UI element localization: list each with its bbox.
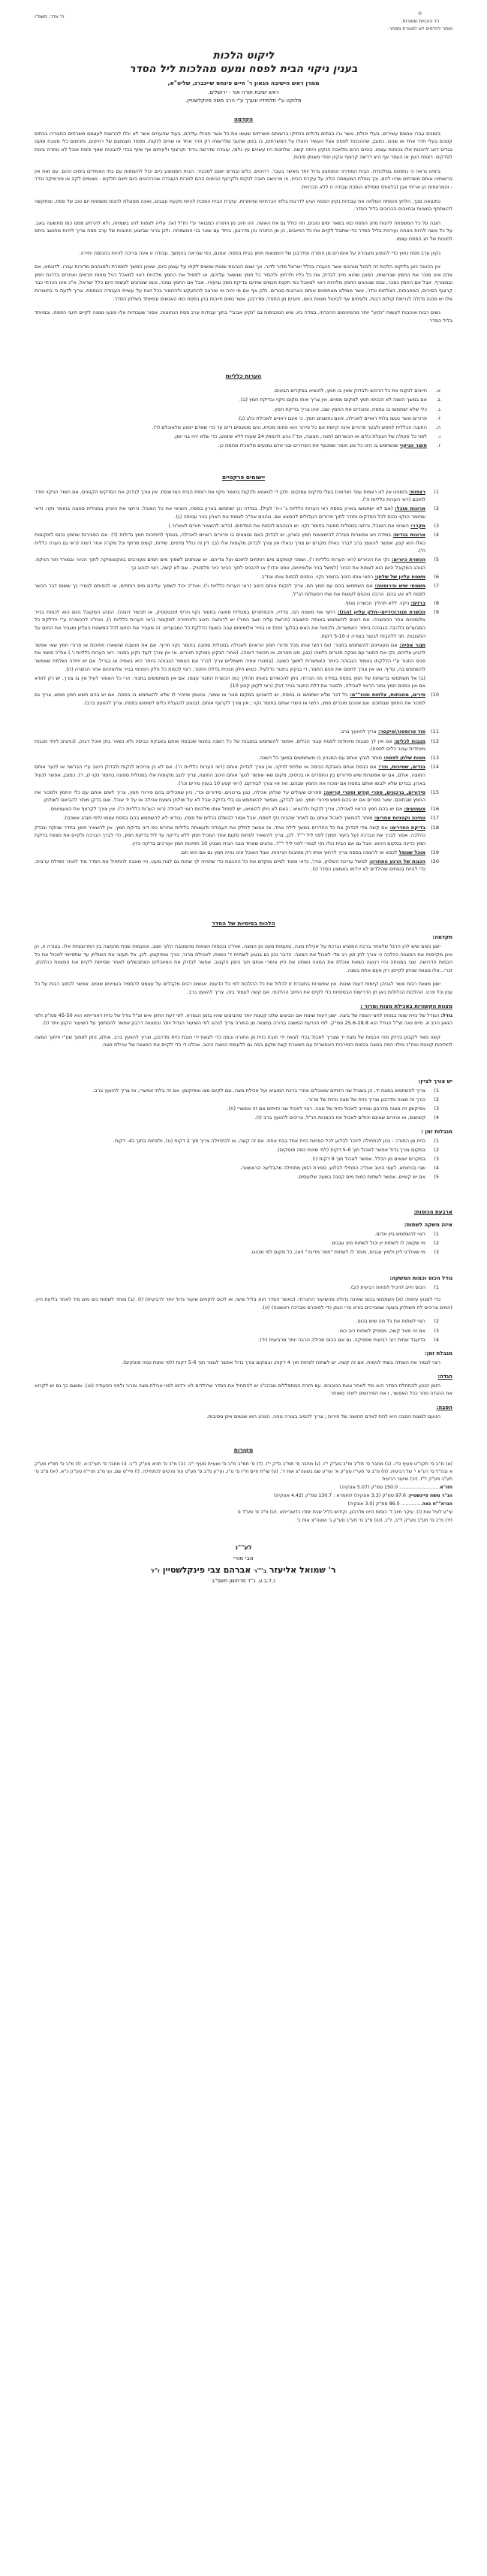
measure-value: 97.6 סמ"ק (3.3 אונקיה) לחומרא : 130.7 סמ"ק (4.42 אונקיה) — [274, 1492, 406, 1498]
list-marker: 11) — [431, 728, 439, 735]
list-marker: 8) — [434, 599, 439, 606]
list-marker: ד. — [436, 415, 440, 421]
list-marker: 10) — [431, 692, 439, 698]
dedication-name-father: אברהם צבי פינקלשטיין — [162, 1565, 251, 1576]
list-text: מותר לגהץ אותם עם המגהץ בו משתמשים במשך כל השנה. — [258, 755, 383, 762]
hasava-paragraph: הטעם למצות הסבה היא לתת לאדם תחושה של חירות ; צריך להסיב בצורה נוחה. הנוהג הוא שנשים אינן מסיבות. — [206, 1413, 440, 1419]
sources-line: (יד) מ"ב ס' תע"ב סע"ק ל"ב, ל"ג. (טו) מ"ב ס' תע"ב סע"ק ג' ושעה"צ אות ב'. — [295, 1518, 452, 1524]
list-text: כורך זה מצוה מדרבנן וצריך כזית של מצה וכזית של מרור. — [306, 1096, 425, 1103]
list-item — [35, 415, 440, 423]
list-item — [35, 763, 437, 787]
dedication-name-suffix: ז"ל — [151, 1567, 160, 1575]
cup-size-list — [35, 1283, 452, 1292]
list-marker: 5) — [434, 557, 439, 563]
list-item — [35, 789, 437, 804]
seder-intro-paragraph: ישנן מצוות רבות אשר לגביהן קיימות דעות שונות. אין אפשרות בחוברת זו לכלול את כל ההלכות לפי כל הדעות. אנשים רבים מקבלים על עצמם להחמיר בעניינים שונים. אפשר לכתוב רבות על כל ענין וכל פרט. ההלכות הכלולות כאן תן הדרישות הבסיסיות כדי לקיים את החיוב ההלכתי. אם קשה לעמוד בזה, צריך להוועץ ברב. — [35, 981, 452, 996]
intro-paragraph: נשים רבות אוהבות לעשות "נקיון" יותר מהמינימום ההכרחי, במדה כזו, שיש המכניסות גם "נקיון אביבי" בתוך עבודות ערב פסח הנחוצות. אסור שעבודות אלו ימנעו ממנה לקיים חיובי הפסח, ובמיוחד בליל הסדר. — [35, 309, 452, 324]
list-text: רצוי לשתות את כל מה שיש בכוס. — [356, 1318, 425, 1325]
list-text: צריך להוועץ ברב. — [339, 728, 377, 735]
list-term: בגדים, שמיכות, וכו': — [378, 764, 426, 771]
editor-line: מלוקט ע"י תלמידיו ונערך ע"י הרב משה פינקלשטיין. — [185, 97, 302, 104]
list-text: ספרים שעולים על שולחן אכילה, כגון ברכונים, סידורים וכד', כיון שמכילים בהם פירורי חמץ, צריך לשים אותם עם כלי החמץ ולמכור את החמץ שבתוכם. שאר ספרים אם יש בהם חשש פירורי חמץ, טוב לבדקן, ואפשר להשתמש גם בלי בדיקה אבל לא על שולחן בשעת אכילה או על יד אוכל, ואם בדקן מותר להביאם לשולחן. — [35, 789, 425, 804]
dedication-block — [35, 1544, 452, 1584]
measure-label: חזו"א — [440, 1484, 452, 1490]
dedication-date: נ.ל.ב.ע. כ"ד מרחשון תשס"ב — [212, 1578, 275, 1585]
dedication-name-first: ר' שמואל אליעזר — [269, 1565, 336, 1576]
list-marker: ג. — [437, 406, 440, 412]
list-marker: 3) — [434, 1156, 439, 1163]
list-term: מגבות לכלים: — [394, 738, 425, 744]
list-marker: 18) — [431, 824, 439, 831]
list-text: אם קשה מדי לבדוק את כל החדרים במשך לילה אחד, אז אפשר לחלק את העבודה ולעשותה בלילות אחרים כפי דיני בדיקת חמץ. אין להשאיר חמץ בחדר שנוקה ונבדק כהלכה. אסור לברך את הברכה (על ביעור חמץ) לפני ליל י""ד. לכן, צריך להשאיר לפחות מקום אחד המכיל חמץ ללא בדיקה עד ליל בדיקת חמץ, כדי לברך הברכה ולקיים את מצוות בדיקת חמץ כדינה במקום ההוא. אבל גם אם הבית כולו נקי לגמרי לפני ליל י""ד, נוהגים שאחד מבני הבית מצניע 10 חתיכות חמץ ועורכים בדיקה כדין. — [35, 824, 425, 846]
list-item — [35, 1239, 437, 1247]
drink-list — [35, 1230, 452, 1256]
list-term: חומר הניקוי — [399, 442, 427, 448]
list-item — [35, 599, 437, 608]
list-term: אוכל שנופל — [398, 849, 425, 855]
section-spacer — [35, 330, 452, 360]
list-marker: 2) — [434, 1239, 439, 1246]
seder-intro-paragraph: ישנן נשים שיש להן הרגל שלאחר ברכת המוציא וברכת על אכילת מצה, טועמות מעט מן המצה, ואח"כ נכנסות ויוצאות מהמטבח הלוך ושוב, וטועמות שנית מהמצה בין התרוצציות אלו. בצורה זו, הן אינן מקיימות את המצווה כהלכה כי אורך לחן זמן רב מדי לאכול את המצה. הדבר נכון גם בנוגע לשתיית ד' כוסות, לאכילת מרור, כורך ואפיקומן. לכן, אל תעזבי את השולחן עד שתסיימי לאכול את כל הכמות הדרושה. שבי במנוחה והיי רגועה כשאת אוכלת את המצה ושותה את היין וגימרי אותם תוך הזמן הקצוב. אפשר לבדוק את המאכלים המתבשלים לאחר שסיימת לקיים את המצוות כהלכתן. זכרי...אלו מצוות שניתן לקיימן רק פעם אחת בשנה. — [35, 943, 452, 973]
intro-paragraph: כתוצאה מכך, הלחץ והמתח המלווה את עבודות נקיון הפסח הגיע לדרגות בלתי הכרחיות ומיותרות. עקרת הבית הופכת להיות פקעת עצבים, ואינה מסוגלת להנות משמחת יום טוב של פסח, ומתקשה להשתתף במצוות ובחיובים הכרוכים בליל הסדר. — [35, 198, 452, 213]
copyright-icon: © — [417, 11, 422, 17]
list-text: ניקוי. ללא תהליך הכשרה נוסף. — [344, 599, 410, 606]
list-text: בזמנינו אין לנו רצפות עפר (אדמה) בעלי סדקים עמוקים. ולכן די לטאטא ולנקות בחומר ניקוי את רצפת הבית המרוצפת. אין צורך לבדוק את הסדקים הקטנים, אם חומר הניקוי חודר לתוכם (ראי הערות כלליות ה'). — [35, 488, 425, 503]
list-marker: 6) — [434, 573, 439, 580]
list-text: אם זה מאד קשה, מספיק לשתות רוב כוס. — [338, 1327, 425, 1334]
list-term: ארונות אוכל: — [395, 505, 425, 512]
list-text: רחצי אותו היטב בחומר נקוי. נותנים לכסות אותו אח"כ. — [260, 573, 374, 580]
list-item — [35, 754, 437, 762]
list-item — [35, 1096, 437, 1104]
list-text: במקום צורך גדול אפשר לאכול תוך 5-6 דקות (לפי שיטת כמה פוסקים). — [276, 1146, 425, 1153]
list-text: שנשתמש בו הינו כל סוג חומר שמטנף את הפרורים ובני אדם נמנעים מלאכלו מחמת כן. — [218, 442, 400, 448]
list-item — [35, 556, 437, 572]
list-marker: 19) — [431, 849, 439, 855]
list-item — [35, 641, 437, 673]
list-text: אם השתמשו בהם עם חמץ חם, צריך לנקות אותם היטב (ראי הערות כלליות ו'), ואח"כ יכול לשפוך עליהם מים רותחים, או לכסותם לגמרי כך ששום דבר הכשר לפסח לא יגע בהם. הרבה נוהגים לעשות את שתי הפעולות הנ"ל. — [35, 583, 425, 597]
list-term: מקרר: — [410, 522, 425, 529]
rights-line-1: כל הזכויות שמורות. — [401, 19, 440, 25]
dedication-relation: אבי מורי — [233, 1555, 254, 1562]
list-item — [35, 738, 437, 753]
list-item — [35, 1155, 437, 1163]
heading-seder-laws: הלכות בסיסיות של הסדר — [212, 920, 275, 928]
measure-value: 86.0 סמ"ק (3.0 אונקיה) — [347, 1501, 400, 1507]
list-marker: ב. — [436, 397, 440, 403]
list-text: לפני כל פעולה של הגעלת כלים או הכשרתם (תנור, חצובה, וכד') נהוג להמתין 24 שעות ללא שימוש, כדי שלא יהיו בני יומן. — [173, 433, 427, 439]
list-term: בדיקת החדרים: — [389, 824, 425, 831]
size-label: גודל: — [440, 1012, 453, 1018]
measure-dots: ........................... — [399, 1484, 440, 1490]
list-item — [35, 1164, 437, 1172]
measure-dots: .............. — [401, 1501, 422, 1507]
measure-row — [35, 1501, 452, 1508]
list-text: שבי בניחותא, לעסי היטב ואח"כ התחילי לבלוע. ספירת הזמן מתחילה מהבליעה הראשונה. — [239, 1165, 425, 1172]
list-text: בדיעבד שתית רוב רביעית מספיקה, גם אם הכוס מכילה הרבה יותר מרביעית (יד). — [258, 1336, 425, 1343]
list-item — [35, 1105, 437, 1113]
cup-size-paragraph: כדי למנוע עיפות: (א) השתמשי בכוס שאינה גדולה מהשיעור החכרחי. (כאשר הסדר הוא בליל שישי, או לכוס לוקחים שיעור גדול יותר לרביעית) (ז). (ב) מותר לשתות כוס מים מיד לאחר בליעת היין. (המים צריכים לח חשולחן בשעה שמברכים בורא פרי הגפן כדי לפוטרם מברכה ראשונה) (יג). — [35, 1296, 452, 1311]
list-item — [35, 1248, 437, 1256]
heading-four-cups: ארבעת הכוסות: — [413, 1208, 452, 1215]
list-text: במקרים יוצאים מן הכלל, אפשר לאכול תוך 9 דקות (י). — [311, 1156, 425, 1163]
section-spacer — [35, 454, 452, 462]
list-marker: 4) — [434, 1115, 439, 1121]
list-marker: 3) — [434, 1106, 439, 1112]
section-spacer — [35, 1186, 452, 1202]
title-block — [35, 50, 452, 104]
list-item — [35, 531, 437, 555]
list-term: סידורים, ברכונים, ספרי קודש וספרי קריאה: — [323, 789, 425, 795]
list-marker: 5) — [434, 1174, 439, 1181]
measure-row — [35, 1492, 452, 1500]
document-topbar — [35, 11, 452, 33]
sources-block — [35, 1461, 452, 1525]
measure-row — [35, 1484, 452, 1492]
list-item — [35, 674, 437, 690]
list-marker: ז. — [437, 442, 440, 448]
heading-general-notes: הערות כלליות — [225, 373, 262, 380]
list-marker: (ב) — [419, 674, 425, 681]
heading-practical: יישומים פרקטיים — [221, 473, 265, 481]
heading-haggada: הגדה: — [437, 1373, 452, 1380]
list-item — [35, 1137, 437, 1145]
size-paragraph — [35, 1012, 452, 1027]
list-marker: 15) — [431, 789, 439, 795]
list-text: החובה הכללית לחפש ולבער פרורים אינה קיימת אם כל פירור הוא פחות מכזית, והם מטונפים דיים עד כדי שאדם יימנע מלאוכלם (ד). — [152, 424, 427, 430]
heading-hasava: הסבה: — [436, 1404, 452, 1410]
list-item — [35, 608, 437, 640]
list-marker: 7) — [434, 583, 439, 590]
list-item — [35, 522, 437, 530]
list-term: סירים, מחבתות, צלחות וסכו""ם: — [350, 692, 425, 698]
dedication-name — [35, 1565, 452, 1575]
heading-notes-to-mention: יש צורך לציין: — [418, 1078, 452, 1085]
list-item — [35, 805, 437, 813]
list-text: רחצי את משטח הגז, צדדיו, והכפתורים במטלית ספוגה בחומר נקוי חריף (פנטסטיק, או תכשיר דומה). הנוהג המקובל היום הוא לכסות בנייר אלומיניום אחר החכשרה. אם רוצים להשתמש באותה החצובה (הרשת עליה יושב הסיר) יש לרוחצה היטב ולהחזירה למקומה (ראי הערות כלליות ו'), ואח"כ להכשירה ע"י הדלקת כל המבערים בלהבה הגבוהה ביותר האפשרית, ולכסות את האש בבלעך (פח) או בנייר אלומיניום עבה בשעת הדלקת כל המבערים. זה מעביר את החום לכל המשטח העליון ומגביר את החום על החצובות. תני ללהבות לבעור בצורה זו 5-10 דקות. — [35, 608, 425, 639]
list-term: ארונות בגדים: — [392, 532, 426, 538]
list-marker: 1) — [434, 1283, 439, 1290]
list-text: אם מעוניינים להשתמש בתנור: (א) רחצי אותו מכל פרורי חמץ הראוים לאכילה במטלית ספוגה בחומר נקוי חריף. אם את חושבת שנשארו חתיכות או פרורי חמץ שאי אפשר להגיע אליהם, נקי את התנור עם מנקה תנורים כלשהו (כגון, סנו תנורים, או תכשיר דומה). (אחרי הנקיון במנקה תנורים, אז אין צורך לעוד נקיון בתנור. ראי הערות כלליות ו'.) אח"כ חממי את פנים התנור ע"י הדלקתו בטמפ' הגבוהה ביותר האפשרית למשך כשעה. [בתנורי אפיה חשמליים צריך לברר אם הטמפ' הגבוהה ביותר היא באפיה או בגריל. אם יש יחידה נשלפת שאפשר להשתמש בה, עדיף. ואו אין צורך לחמם את פנים התנור, די בנקיון בתנור כדלעיל. כשיש חלון זכוכית בדלת התנור, רצוי לכסות כל חלק הפנימי בנייר אלומיניום אחר הכשרה (ה). — [35, 641, 425, 672]
list-text: פרורים אשר נעשו בלתי ראויים לאכילה, אינם נחשבים חמץ, כי אינם ראויים לאכילת כלב (ג). — [237, 415, 427, 421]
list-item — [35, 396, 440, 404]
list-item — [35, 1087, 437, 1095]
seder-intro-label: תקדמה: — [432, 934, 452, 941]
list-marker: 1) — [434, 1230, 439, 1237]
list-item — [35, 728, 437, 736]
intro-paragraph: בזמנים עברו אנשים עשירים, בעלי יכולת, אשר גרו בבתים גדולים החזיקו ברשותם משרתים שעשו את כל אשר חטילו עליהם, בעוד שהעניים אשר לא יכלו להרשות לעצמם משרתים התגוררו בבתים קטנים בעלי חדר אחד או שנים. כמובן, שההכנות לפסח אצל העשיר הוטלו על המשרתים, בו בזמן שהעני שלרשותו רק חדר אחד או שניים לנקות, מספר מצומצם של רהיטים, מינימום כלי מטבח ומעט בגדים דאג להכנות אלו בכוחות עצמו. בימים ההם מלאכת הנקיון היתה קשה. שלחנות היו עשויים עץ גלמי, עובדה שדרשה גירוד וקרצוף ולעיתים אף שיוף בכדי להבטיח שאף פיסת אוכל לא נותרה בינות לסדקים. רצפת העץ או העפר אף היא דרשה קרצוף ונקיון יסודי מאותן סיבות. — [35, 130, 452, 161]
list-item — [35, 406, 440, 414]
heading-time-limits: מגבלות זמן : — [421, 1128, 452, 1135]
list-text: אם יש בהם חמץ הראוי לאכילה, צריך לנקות ולהוציא ; באם לא ניתן להוציאו, יש לפסול אותו מלהיות ראוי לאכילה (ראי הערות כלליות ה'). אין צורך לקרצף את הצעצועים. — [49, 806, 403, 813]
list-term: פוד פרוססור\מיקסר: — [377, 728, 425, 735]
heading-matza-maror: מצוות הקשורות באכילת מצות ומרור : — [360, 1003, 452, 1009]
list-item — [35, 433, 440, 441]
list-text: לכסא או לרצפה בפסח צריך לרחוץ אותו רק מסיבות הגייניות. אבל האוכל אינו נהיה חמץ גם אם הוא חם. — [180, 849, 398, 855]
measure-label: הגרא""ח נאה — [422, 1501, 452, 1507]
list-item — [35, 691, 437, 707]
section-spacer — [35, 1427, 452, 1434]
list-text: מי שאלרגי ליין ולמיץ ענבים, מותר לו לשתות "חמר מדינה" (יא), כל מקום לפי מנהגו. — [250, 1249, 425, 1256]
list-marker: 17) — [431, 815, 439, 822]
list-item — [35, 505, 437, 520]
list-text: במידה ויש אפשרות סבירה להימצאות חמץ בארון, יש לבדוק באם נמצאים בו פרורים ראויים לאכילה, בנוסף לחתיכות חמץ גדולות (ד). אם הסבירות שחמץ נכנס למקומות כאלו הוא קטן, אפשר להוועץ ברב לברר באילו מקרים יש צורך ובאלו אין צורך לבדוק מקומות אלו (ב). דין זה כולל מדפים, שידות, קומת מרתף וכל מקרה אחר דומה (ראי גם הערה כללית ח'). — [35, 532, 425, 554]
list-text: אל תשתמשי ברשתות של חמץ בפסח במידה וזה הכרחי, ניתן להכשירם באותו תהליך כמו הכשרת התנור עצמו. אם אין משתמשים בתנור: הרי כל האמור לעיל אין בו צורך, יש רק לוודא אם אין בפנים חמץ גמור הראוי לאכילה, ולסגור את דלת התנור בנייר דבק (ראי לקמן קטע 10). — [35, 674, 425, 689]
measure-value: 150.0 סמ"ק (5.07 אונקיה) — [339, 1484, 398, 1490]
list-item — [35, 1230, 437, 1238]
practical-list-continued — [35, 728, 452, 873]
heading-cup-size: גודל הכוס וכמות המשקה: — [389, 1274, 452, 1281]
intro-paragraph: בימינו נראה כי נתפסנו במלכודת. הבית המודרני הממוצע גדול יותר מאשר בעבר. רהיטים, כלים ובגדים ישנם למכביר. הבית הממוצע כיום יכול להשתוות עם בתי האמידים בימים ההם. עם זאת אין ברשותינו אותם משרתים שהיו להם, וכך נופלת המעמסה כולה על עקרת הבית, וזו מרגישה חובה לנקות ולקרצף כבימים ההם למרות העובדה שהרהיטים כיום חינם חלקים - מצופים לקה או פורמיקה וכדו' - והמרצפות הן אריחי אבן (בלטות) וממילא הופכת עבודה זו ללא הכרחית. — [35, 167, 452, 191]
list-marker: 2) — [434, 1318, 439, 1325]
list-marker: 4) — [434, 1336, 439, 1343]
notes-list — [35, 1087, 452, 1122]
list-item — [35, 1317, 437, 1326]
section-spacer — [35, 1261, 452, 1268]
list-item — [35, 387, 440, 395]
list-marker: 13) — [431, 755, 439, 762]
size-text: הגודל של כזית שווה בנפחו לחצי הנפח של ביצה. ישנן דעות שונות אם הביצים שלנו קטנות יותר מהביצים שהיו בזמן הגמרא. לפי דעת החזון איש זצ"ל גודל של כזית דאורייתא הוא 45-50 סמ"ק ולפי הגאון הרב א. חיים נאה זצ"ל הגודל הוא 25.6-28.8 סמ"ק. לפי הכרעת המשנה ברורה במצווה מן התורה צריך לנהוג לפי השיעור הגדול יותר ובמצווה דרבנן אפשר להסתמך על השיעור הקטן יותר (ז). — [35, 1012, 452, 1027]
haggada-paragraph: הזמן הנכון להתחלת הסדר הוא מיד לאחר צאת הכוכבים. עם חזרת המתפללים מבהכ"נ יש להתחיל את הסדר שהילדים לא ירדמו לפני אכילת מצה ומרור ולפני הסעודה (טו). ומשום כך גם יש לקרוא את ההגדה מהר ככל האפשר, ו את הפירושים ליותר מאוחר. — [35, 1382, 452, 1397]
list-marker: 1) — [434, 1087, 439, 1094]
list-marker: 3) — [434, 522, 439, 529]
intro-paragraph: אין הכוונה כאן בליקוט הלכות זה לבטל מנהגים אשר הועברו בכלל ישראל מדור לדור. אך ישנם הנהגות שונות שנשים לקחו על עצמן כיום, שאינן המשך למסורת ולמנהגים מדורות עברו. לדוגמא, אם אדם אינו מוכר את החמץ שברשותו, כמובן שהוא חייב לבדוק את כל כליו ולרחוץ ולהסיר כל חמץ שנשאר עליהם, או לפסול את החמץ מלהיות ראוי למאכל רגיל מחות חרמים ואחרים בדרגת חמץ ובמצורף. אבל אם החמץ נמכר, ובמו שנוהגים החמץ מלהיות ראוי למאכל כפי תקנת חכמים שחייבו בדיקת חמץ וביעורו. אבל אם החמץ נמכר, וכמו שנוהגים לעשות היום כלל ישראל, א"כ אינו הכרחי כבר קרצוף הסירים, המחבתות, הצלחות וכדו', אשר ממילא מאחסנים אותם בארונות סגורים. ולכן אף אם מי יהיה מי שירצה להתעקש ולהחמיר בכל זאת על עשיית העבודה הנוספת, צריך לדעת כי בחומרות אלו יש סכנה גדולה לגרימת קולות רבות, ולעיתים אף לביטול מצוות היום, חיובים מן התורה ומדרבנן, אשר נשים חייבות בהן בפסח כמו האנשים ובמיוחד בשלחן הסדר. — [35, 264, 452, 302]
list-text: הכוס חייב להכיל לפחות רביעית (יב). — [349, 1283, 425, 1290]
hebrew-date: ח' אדר, תשס"ו — [35, 14, 65, 20]
list-text: צריך להשתמש במצת יד, הן בשביל שני הזיתים שאוכלים אחרי ברכת המוציא ועל אכילת מצה, וגם לקיום מצו ואפיקומן. אם זה בלתי אפשרי, אז צריך להוועץ ברב. — [92, 1087, 425, 1094]
list-marker: 3) — [434, 1249, 439, 1256]
list-text: מי שקשה לו לשתות יין יכול לשתות מיץ ענבים. — [330, 1239, 425, 1246]
author-line: ממרן ראש הישיבה הגאון ר' חיים פינחס שיינברג, שליט"א, — [167, 79, 320, 86]
list-marker: 4) — [434, 532, 439, 538]
list-text: מותר להמשיך לאכול אותם גם לאחר שהבית נקי לפסח, אבל אסור לבשלם בכלים של פסח, ובודאי לא להשתמש בהם בפסח עצמו (לפי מנהג אשכנז). — [63, 815, 373, 822]
list-text: נקי את הכיורים (ראי הערות כלליות ו'), ושפכי קומקום מים רותחים לתוכם ועל צדיהם. יש שנותנים לשפוך מים חמים מעורבים באקונומיקה לתוך הכיור ובמורד חור הניקוז. הנוהג המקובל היום הוא לצפות את הכיור (למשל בניר אלומיניום, טפט וכדו') או להכניס לתוך הכיור כיור פלסטיק - אם לא קשה, רצוי לנהוג כך. — [35, 557, 425, 571]
general-notes-list — [35, 387, 452, 449]
sources-line: עי"ע לעיל אות (ז). עיקר חיוב ד' כוסות היינו מדרבנן, וקידוש בליל שבת יסודו בדאורייתא. (יג) מ"ב ס' סע"ד ס — [237, 1509, 452, 1515]
list-marker: 9) — [434, 608, 439, 615]
heading-cup-time-limit: מגבלת זמן: — [425, 1350, 452, 1357]
time-limits-list — [35, 1137, 452, 1181]
list-term: הכשרת תנור\כיריים--חלק עליון (הגז): — [337, 608, 425, 615]
list-text: כל דבר שלא ישתמשו בו בפסח, יש להצניעו במקום סגור או שמור, ובאופן שיזכיר לו שלא להשתמש בו בפסח. אם יש בהם חשש חמץ ממש, צריך גם למכור את החמץ שבתוכם. אם אינכם מוכרים חמץ, רחצי או השרי אותם בחומר נקוי ; אין צורך לקרצף אותם. (בנוגע להגעלת כלים לשימוש בפסח, צריך להוועץ ברב). — [35, 692, 425, 706]
list-marker: 4) — [434, 1165, 439, 1172]
document-title-line1: ליקוט הלכות — [212, 49, 275, 62]
section-spacer — [35, 711, 452, 728]
list-marker: ה. — [435, 424, 440, 430]
list-marker: 1) — [434, 488, 439, 495]
copyright-block — [388, 11, 452, 33]
list-marker: 1) — [434, 1137, 439, 1144]
sources-line: (א) מ"ב ס' תקכ"ט סעיף ט"ו. (ב) מחבר ס' תל"ג ומ"ב סע"ק י"ז. (ג) מחבר ס' תמ"ב ס"ק י"ז. (ד) ס' תמ"ב מ"ב ס' ושעיית סעיף י"ב. (ה) מ"ב ס' תניא סע"ק ל"ב. (ו) מחבר ס' תעי"ב:א. (ז) מ"ב ס' תפ"יו סע"ק א ובה"ל ס' רע"א י' של רביעית. (ח) מ"ב ס' תעי"ז סע"ק א' ועי"ע שם בשעה"צ אות ד'. (ט) שו"ת חיים חי"ו ס' ט"ז, ועי"ע מ"ב ס' תע"ט עוד פרטים לכתחילה. (י) חיי"ס שם, ועי מ"ב תרי"ח סע"ק כ"א. (יא) מ"ב ס' תע"ב סע"ק ל"ז. (יב) שיעור רביעית — [35, 1461, 452, 1482]
rights-line-2: מותר להדפיס לא למטרת מסחר. — [387, 26, 452, 32]
list-item — [35, 858, 437, 873]
list-term: משטחי שיש ונירוסטה: — [374, 583, 425, 590]
practical-list — [35, 488, 452, 707]
list-item — [35, 1146, 437, 1154]
list-item — [35, 824, 437, 848]
measure-dots: : — [407, 1492, 410, 1498]
list-item — [35, 814, 437, 822]
dedication-name-ben: ב""ר — [254, 1567, 267, 1575]
list-text: רצוי להשתמש ביין אדום. — [374, 1230, 425, 1237]
list-item — [35, 1114, 437, 1122]
heading-which-drink: איזה משקה לשתות: — [404, 1221, 452, 1228]
list-term: ברזים: — [410, 599, 425, 606]
list-text: למשל עריכת השלחן, וכדו', כדאי מאוד לסיים מוקדם את כל ההכנות כדי שתהיה לך שהות גם לנוח מעט. היי מוכנה להתחיל את הסדר מיד לאחר תפילת ערבית, כדי להיות בטוחים שהילדים לא ירדמו באמצע הסדר (ו). — [35, 858, 425, 873]
document-title-line2: בענין ניקוי הבית לפסח ומעט מהלכות ליל הסדר — [129, 62, 358, 75]
list-term: הכשרת כיורים: — [391, 557, 425, 563]
heading-introduction: הקדמה — [233, 115, 254, 122]
list-term: מפות שלחן לפסח: — [383, 755, 425, 762]
list-item — [35, 1173, 437, 1181]
intro-paragraph: חובה על כל המשפחה להנות מחג הפסח כמו בשאר ימים טובים, וזה כולל גם את האשה. זהו חיוב מן התורה כמבואר ע"י חז"ל (א). עליה לצפות לחג בשמחה, ולא להרתע ממנו כמו מתשעה באב. על כל אשה להיות נינוחה ועירנית בליל הסדר כדי שתוכל לקיים את כל החיובים, הן מן התורה והן מדרבנן, ביחד עם שאר בני המשפחה. ולכן ברור שביצוע החובות של ערב פסח צריך להיות מחושב ביחס לחובות של חג הפסח עצמו. — [35, 219, 452, 243]
list-item — [35, 573, 437, 581]
list-item — [35, 1283, 437, 1292]
list-term: הכנות של הרגע האחרון: — [369, 858, 425, 864]
list-marker: 12) — [431, 738, 439, 744]
list-marker: 16) — [431, 806, 439, 813]
list-text: אפיקומן זה מצוה מדרבנן ומחייב לאכול כזית של מצה. רצוי לאכול שני כזיתים אם זה אפשרי (ח). — [227, 1106, 425, 1112]
measure-label: הג"ר משה פיינשטיין — [409, 1492, 452, 1498]
cup-time-paragraph: רצוי לגמור את השתיה בשתי לגימות. אם זה קשה, יש לשתות לפחות תוך 4 דקות, ובמקום צורך גדול אפשר לגמור תוך 5-6 דקות (לפי שיטת כמה פוסקים). — [122, 1359, 440, 1366]
list-text: כלי שלא ישתמשו בו בפסח, ומוכרים את החמץ שבו, אינו צריך בדיקת חמץ. — [272, 406, 427, 412]
section-spacer — [35, 878, 452, 908]
list-text: הוציאי את האוכל, ורחצי במטלית ספוגה בחומר נקוי. יש הנוהגים לכסות את המדפים. (כדאי להשאיר חורים לאוורור.) — [168, 522, 409, 529]
list-item — [35, 582, 437, 598]
dedication-leilui: לע""נ — [235, 1544, 252, 1552]
list-marker: 3) — [434, 1327, 439, 1334]
list-text: כזית מן התורה : נכון לכתחילה ליזהר לבלוע לכל הפחות כזית אחד בבת אחת. אם זה קשה, או לכתחילה צריך תוך 2 דקות (ט), ולפחות בתוך כ4- דקות. — [113, 1137, 425, 1144]
heading-sources: מקורות — [233, 1446, 254, 1453]
list-text: אם יש קשיים, אפשר לשתות כמות מים קטנה בשעה שלועסים. — [297, 1174, 425, 1181]
intro-paragraph: נקיון ערב פסח נחוץ כדי להמנע מעבירה על איסורים מן התורה ומדרבנן של הימצאות חמץ בבית בפסח. אמנם, כפי שנראה בהמשך, עבודה זו אינה צריכה להיות בהגזמה יתירה. — [79, 249, 440, 256]
list-text: אם במשך השנה לא הכניסו חמץ למקום מסוים, אין צריך אותו מקום ניקוי ובדיקת חמץ (ב). — [239, 397, 427, 403]
list-term: טחינה וקטניות אחרים: — [374, 815, 425, 822]
list-item — [35, 1336, 437, 1344]
size-paragraph-2: קשה מאד לקבוע בדיוק מהי הכמות של מצת יד שצריך לאכול בכדי לצאת ידי חובת כזית מן התורה וכמה כדי לצאת ידי חובת כזית מדרבנן, וצריך להוועץ ברב. אולם, ניתן לסמוך שע"י חיתוך המצה לחתיכות קטנות ואח"כ מילוי הפה במצה בכמות המירבית האפשרית עם חשארת קצת מקום בפה גם ללעיסת המצה היטב, אכלנו די כדי לקיים את המצווה של אכילת מצה. — [35, 1033, 452, 1048]
list-marker: 2) — [434, 1146, 439, 1153]
list-marker: א. — [435, 388, 440, 394]
cup-size-list-2 — [35, 1317, 452, 1344]
list-term: רצפות: — [409, 488, 425, 495]
list-text: קשישים, או אחרים שאינם יכולים לאכול את הכמויות הנ"ל, צריכים להוועץ ברב (ז). — [254, 1115, 425, 1121]
list-marker: 2) — [434, 1096, 439, 1103]
list-text: אם כבסת אותם באבקת כביסה או שלחת לניקוי, אין צורך לבדוק אותם (ראי הערות כלליות ה'). אם לא כן צריכים לנקות ולבדוק היטב ע"י הברשה או לנער אותם החוצה. אולם, אם יש אפשרות שיש פירורים בין התפרים או בכיסים, מקום שאי אפשר לנער אותם היטב החוצה, צריך לנגב מקומות אלו במטלית ספוגה בחומר נקוי (ג, ד). כמובן, אפשר לנעול בארון, בגדים שלא ילבשו אותם בפסח אם ימכרו את החמץ שבהם, ואז איו צורך לבודקם. (ראי קטע 10 בענין סירים וכו'). — [35, 764, 425, 786]
list-item — [35, 442, 440, 450]
list-item — [35, 1327, 437, 1335]
list-marker: 2) — [434, 505, 439, 512]
list-item — [35, 424, 440, 432]
list-term: משטח עליון של שלחן: — [374, 573, 425, 580]
list-text: (אם לא ישתמשו בארון בפסח ראי הערות כלליות ג' ו-ה' לעיל). במידה וכן ישתמשו בארון בפסח, הוציאי את כל האוכל, ורחצי את הארון במטלית ספוגה בחומר נקוי. ודאי שחומר הנקוי נכנס לכל הסדקים וחודר לתוך פרורים העלולים להמצא שם. נוהגים אח"כ לצפות את הארון בניר עטיפה (ג). — [35, 505, 425, 520]
list-item — [35, 849, 437, 857]
list-marker: ו. — [437, 433, 440, 439]
list-term: צעצועים: — [404, 806, 425, 813]
yeshiva-line: ראש ישיבת תורה אור - ירושלים. — [208, 89, 279, 95]
section-spacer — [35, 1055, 452, 1072]
list-text: אם אין לך מגבות מיוחדות לפסח עבור הכלים, אפשר להשתמש במגבות של כל השנה בתנאי שכבסת אותם באבקת כביסה ולא נשאר בתן אוכל דבוק. (נוהגים ליחד מגבות מיוחדות עבור כלים לפסח). — [35, 738, 425, 753]
list-item — [35, 488, 437, 504]
list-marker: 20) — [431, 858, 439, 864]
list-marker: 14) — [431, 764, 439, 771]
list-text: חייבים לנקות את כל הרכוש ולבדוק שאין בו חמץ, להוציא במקרים הבאים: — [273, 388, 427, 394]
list-term: תנור אפיה: — [399, 641, 426, 648]
